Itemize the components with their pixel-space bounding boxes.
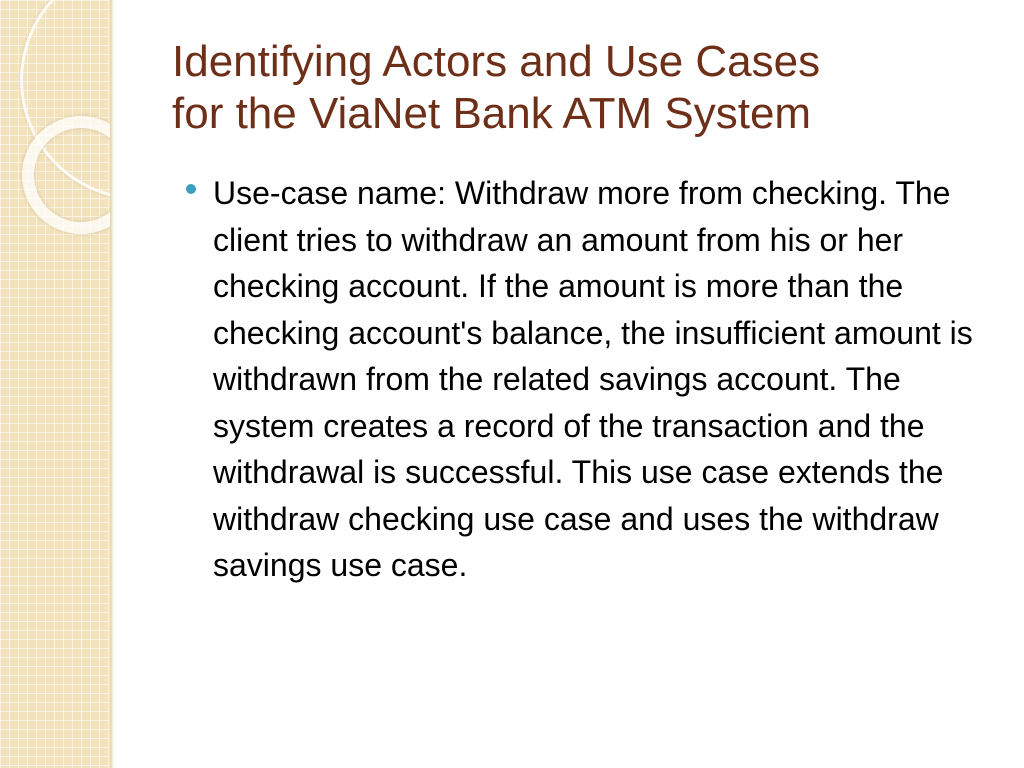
slide-title-line-1: Identifying Actors and Use Cases bbox=[172, 37, 821, 86]
slide-title-line-2: for the ViaNet Bank ATM System bbox=[172, 89, 812, 138]
slide-title bbox=[172, 36, 1012, 140]
side-panel-edge bbox=[110, 0, 114, 768]
bullet-item bbox=[186, 170, 986, 589]
decorative-side-panel bbox=[0, 0, 110, 768]
bullet-text: Use-case name: Withdraw more from checking. The client tries to withdraw an amount from his or her checking account. If the amount is more than the checking account's balance, the insufficient amount is withdrawn from the related savings account. The system creates a record of the transaction and the withdrawal is successful. This use case extends the withdraw checking use case and uses the withdraw savings use case. bbox=[213, 175, 973, 583]
bullet-dot-icon bbox=[186, 184, 196, 194]
slide-bullet-list bbox=[186, 170, 986, 589]
